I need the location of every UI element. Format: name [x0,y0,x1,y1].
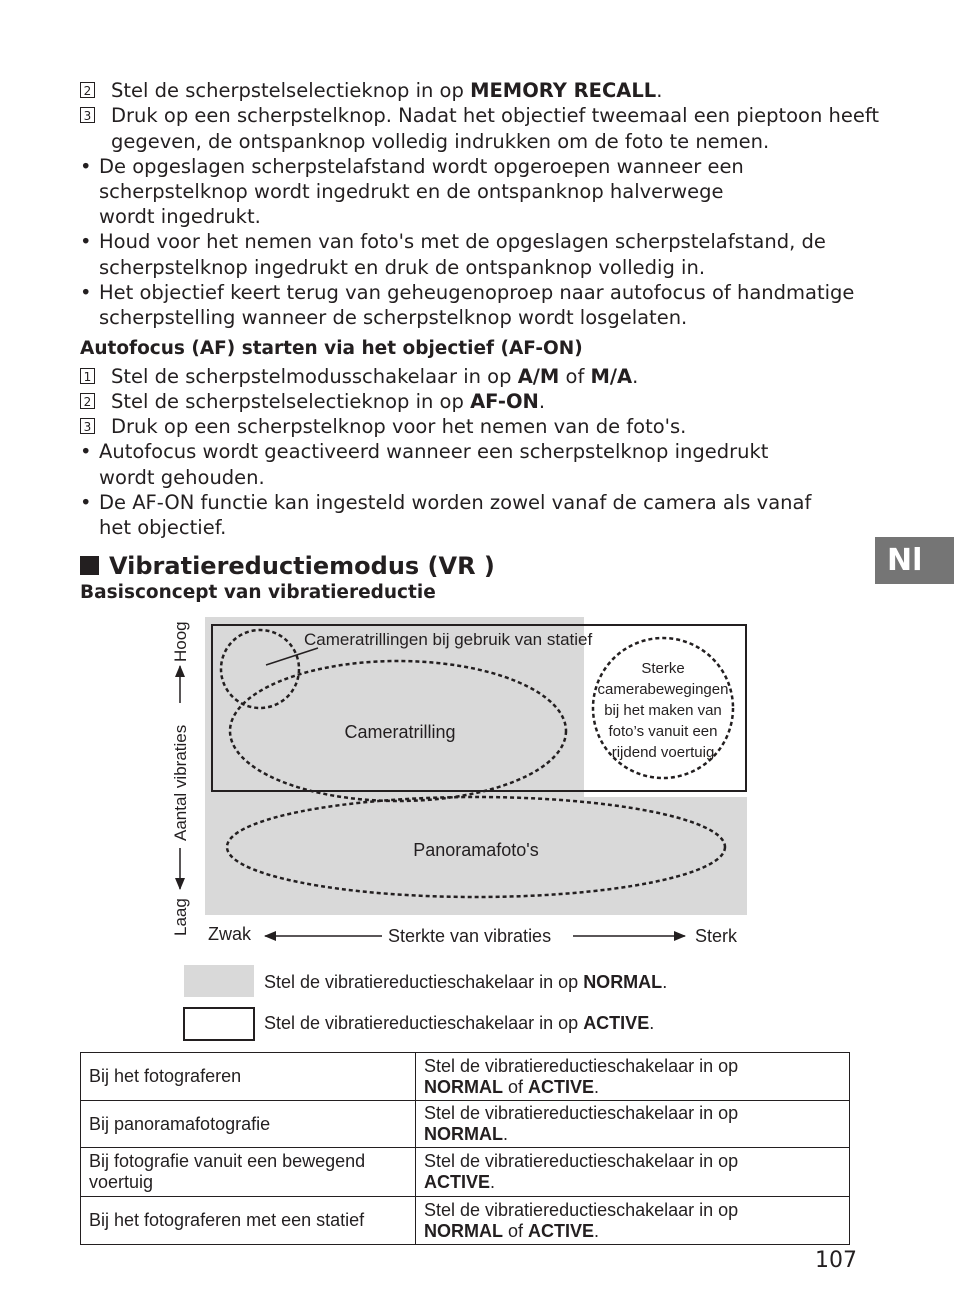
section-title [80,552,495,580]
vehicle-line: rijdend voertuig [611,744,715,761]
step-text: Stel de scherpstelselectieknop in op [111,390,471,413]
step-number: 3 [80,107,95,123]
step-bold: M/A [590,365,633,388]
step-text: of [559,365,591,388]
y-low-label: Laag [171,898,190,936]
bullet-text: het objectief. [99,516,227,539]
table-row [81,1053,850,1101]
step-text: Stel de scherpstelselectieknop in op [111,79,471,102]
vehicle-line: foto’s vanuit een [608,723,718,740]
situation-cell: Bij panoramafotografie [81,1101,416,1148]
bullet: • [80,230,92,253]
bullet-text: Autofocus wordt geactiveerd wanneer een scherpstelknop ingedrukt [99,440,769,463]
bullet: • [80,491,92,514]
step-number: 2 [80,82,95,98]
vr-settings-table [80,1052,850,1245]
af-on-heading: Autofocus (AF) starten via het objectief (AF-ON) [80,338,583,359]
step-text: Druk op een scherpstelknop voor het nemen van de foto's. [111,415,687,438]
vehicle-line: camerabewegingen [597,681,729,698]
setting-cell: Stel de vibratiereductieschakelaar in op NORMAL. [416,1101,850,1148]
y-high-label: Hoog [171,621,190,662]
bullet-text: Het objectief keert terug van geheugenoproep naar autofocus of handmatige [99,281,855,304]
legend-active: Stel de vibratiereductieschakelaar in op ACTIVE. [264,1013,655,1033]
setting-cell: Stel de vibratiereductieschakelaar in op NORMAL of ACTIVE. [416,1197,850,1245]
y-axis-label: Aantal vibraties [171,724,190,841]
setting-cell: Stel de vibratiereductieschakelaar in op ACTIVE. [416,1148,850,1197]
vehicle-line: bij het maken van [604,702,722,719]
situation-cell: Bij fotografie vanuit een bewegend voertuig [81,1148,416,1197]
step-end: . [632,365,639,388]
step-text: Druk op een scherpstelknop. Nadat het objectief tweemaal een pieptoon heeft [111,104,880,127]
section-title-text: Vibratiereductiemodus (VR ) [109,552,495,580]
bullet-text: De AF-ON functie kan ingesteld worden zowel vanaf de camera als vanaf [99,491,812,514]
bullet-text: wordt ingedrukt. [99,205,261,228]
x-strong-label: Sterk [695,926,738,946]
section-square-icon [80,556,99,575]
step-end: . [538,390,546,413]
step-text: Stel de scherpstelmodusschakelaar in op [111,365,518,388]
vibration-diagram [0,600,954,1050]
bullet-text: wordt gehouden. [99,466,265,489]
step-number: 1 [80,368,95,384]
vehicle-line: Sterke [641,660,685,677]
bullet-text: Houd voor het nemen van foto's met de opgeslagen scherpstelafstand, de [99,230,826,253]
situation-cell: Bij het fotograferen [81,1053,416,1101]
step-bold: MEMORY RECALL [470,79,657,102]
step-number: 3 [80,418,95,434]
language-tab: Nl [875,537,954,584]
bullet-text: scherpstelling wanneer de scherpstelknop wordt losgelaten. [99,306,688,329]
bullet-text: De opgeslagen scherpstelafstand wordt opgeroepen wanneer een [99,155,744,178]
step-number: 2 [80,393,95,409]
bullet: • [80,155,92,178]
x-weak-label: Zwak [208,924,252,944]
table-row [81,1101,850,1148]
step-text: gegeven, de ontspanknop volledig indrukken om de foto te nemen. [111,130,770,153]
step-bold: AF-ON [470,390,539,413]
panorama-label: Panoramafoto's [413,840,539,860]
setting-cell: Stel de vibratiereductieschakelaar in op NORMAL of ACTIVE. [416,1053,850,1101]
legend-normal: Stel de vibratiereductieschakelaar in op NORMAL. [264,972,668,992]
legend-normal-swatch [184,965,254,997]
situation-cell: Bij het fotograferen met een statief [81,1197,416,1245]
bullet-text: scherpstelknop wordt ingedrukt en de ontspanknop halverwege [99,180,724,203]
table-row [81,1197,850,1245]
legend-active-swatch [184,1008,254,1040]
step-bold: A/M [517,365,560,388]
bullet: • [80,440,92,463]
bullet: • [80,281,92,304]
table-row [81,1148,850,1197]
bullet-text: scherpstelknop ingedrukt en druk de ontspanknop volledig in. [99,256,706,279]
step-end: . [656,79,663,102]
tripod-label: Cameratrillingen bij gebruik van statief [304,630,593,649]
shake-label: Cameratrilling [344,722,456,742]
subheading: Basisconcept van vibratiereductie [80,582,436,603]
page-number: 107 [815,1248,857,1273]
x-axis-label: Sterkte van vibraties [388,926,552,946]
